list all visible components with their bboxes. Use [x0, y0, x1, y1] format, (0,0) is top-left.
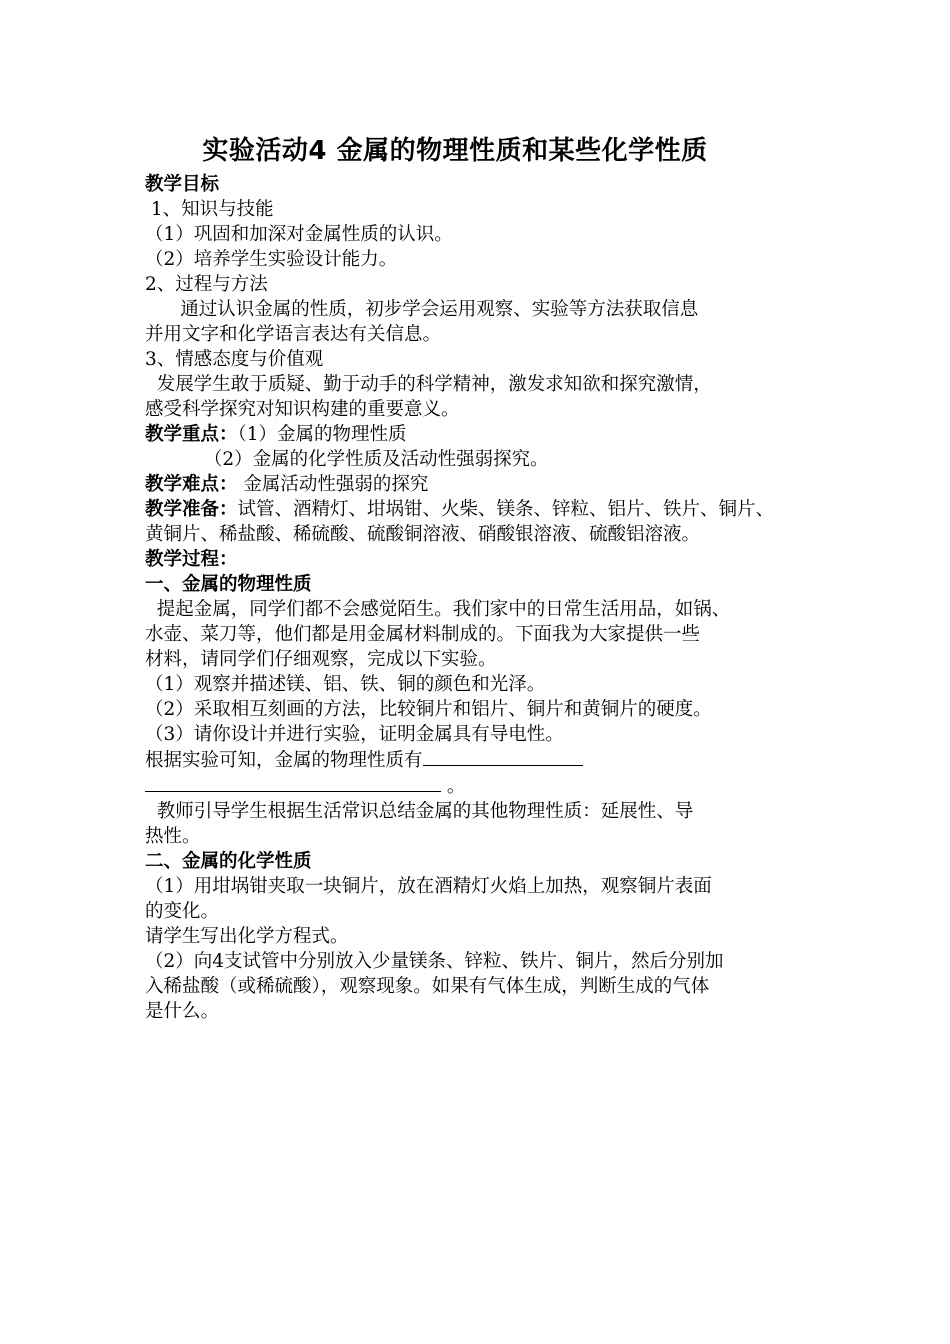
knowledge-item-2: （2）培养学生实验设计能力。: [145, 249, 398, 270]
chem-experiment-2-line-2: 入稀盐酸（或稀硫酸），观察现象。如果有气体生成，判断生成的气体: [145, 976, 710, 997]
section-1-paragraph-1: 提起金属，同学们都不会感觉陌生。我们家中的日常生活用品，如锅、: [145, 599, 731, 620]
conclusion-row: [145, 747, 820, 773]
teaching-process-heading: 教学过程：: [145, 549, 238, 570]
knowledge-skills-title: 1、知识与技能: [145, 199, 274, 220]
section-1-paragraph-3: 材料，请同学们仔细观察，完成以下实验。: [145, 649, 497, 670]
preparation-row: [145, 497, 820, 522]
teacher-guide-2: 热性。: [145, 826, 201, 847]
emotion-values-title: 3、情感态度与价值观: [145, 349, 324, 370]
fill-in-blank-1[interactable]: [423, 747, 583, 766]
section-1-paragraph-2: 水壶、菜刀等，他们都是用金属材料制成的。下面我为大家提供一些: [145, 624, 701, 645]
section-2-title: 二、金属的化学性质: [145, 851, 312, 872]
conclusion-text: 根据实验可知，金属的物理性质有: [145, 750, 423, 771]
knowledge-item-1: （1）巩固和加深对金属性质的认识。: [145, 224, 453, 245]
preparation-label: 教学准备：: [145, 499, 238, 520]
process-method-title: 2、过程与方法: [145, 274, 268, 295]
chem-experiment-1-line-1: （1）用坩埚钳夹取一块铜片，放在酒精灯火焰上加热，观察铜片表面: [145, 876, 712, 897]
difficulty-label: 教学难点：: [145, 474, 238, 495]
key-points-row: [145, 422, 820, 447]
emotion-values-text-1: 发展学生敢于质疑、勤于动手的科学精神，激发求知欲和探究激情，: [145, 374, 712, 395]
teacher-guide-1: 教师引导学生根据生活常识总结金属的其他物理性质：延展性、导: [145, 801, 694, 822]
conclusion-row-2: [145, 773, 820, 799]
key-point-2: （2）金属的化学性质及活动性强弱探究。: [145, 449, 549, 470]
difficulty-text: 金属活动性强弱的探究: [237, 474, 429, 495]
difficulty-row: [145, 472, 820, 497]
fill-in-blank-2[interactable]: [145, 773, 441, 792]
preparation-text-1: 试管、酒精灯、坩埚钳、火柴、镁条、锌粒、铝片、铁片、铜片、: [237, 499, 775, 520]
experiment-item-2: （2）采取相互刻画的方法，比较铜片和铝片、铜片和黄铜片的硬度。: [145, 699, 712, 720]
process-method-text-2: 并用文字和化学语言表达有关信息。: [145, 324, 442, 345]
emotion-values-text-2: 感受科学探究对知识构建的重要意义。: [145, 399, 460, 420]
key-point-1: （1）金属的物理性质: [237, 424, 407, 445]
chem-experiment-2-line-3: 是什么。: [145, 1001, 220, 1022]
key-points-label: 教学重点：: [145, 424, 238, 445]
section-1-title: 一、金属的物理性质: [145, 574, 312, 595]
preparation-text-2: 黄铜片、稀盐酸、稀硫酸、硫酸铜溶液、硝酸银溶液、硫酸铝溶液。: [145, 524, 701, 545]
teaching-goals-heading: 教学目标: [145, 174, 220, 195]
experiment-item-3: （3）请你设计并进行实验，证明金属具有导电性。: [145, 724, 564, 745]
document-title: 实验活动4 金属的物理性质和某些化学性质: [202, 136, 708, 166]
document-body: [145, 172, 820, 1024]
chem-experiment-2-line-1: （2）向4支试管中分别放入少量镁条、锌粒、铁片、铜片，然后分别加: [145, 951, 724, 972]
chem-experiment-1-line-3: 请学生写出化学方程式。: [145, 926, 349, 947]
conclusion-end: 。: [441, 776, 466, 797]
process-method-text-1: 通过认识金属的性质，初步学会运用观察、实验等方法获取信息: [145, 299, 699, 320]
chem-experiment-1-line-2: 的变化。: [145, 901, 220, 922]
experiment-item-1: （1）观察并描述镁、铝、铁、铜的颜色和光泽。: [145, 674, 546, 695]
